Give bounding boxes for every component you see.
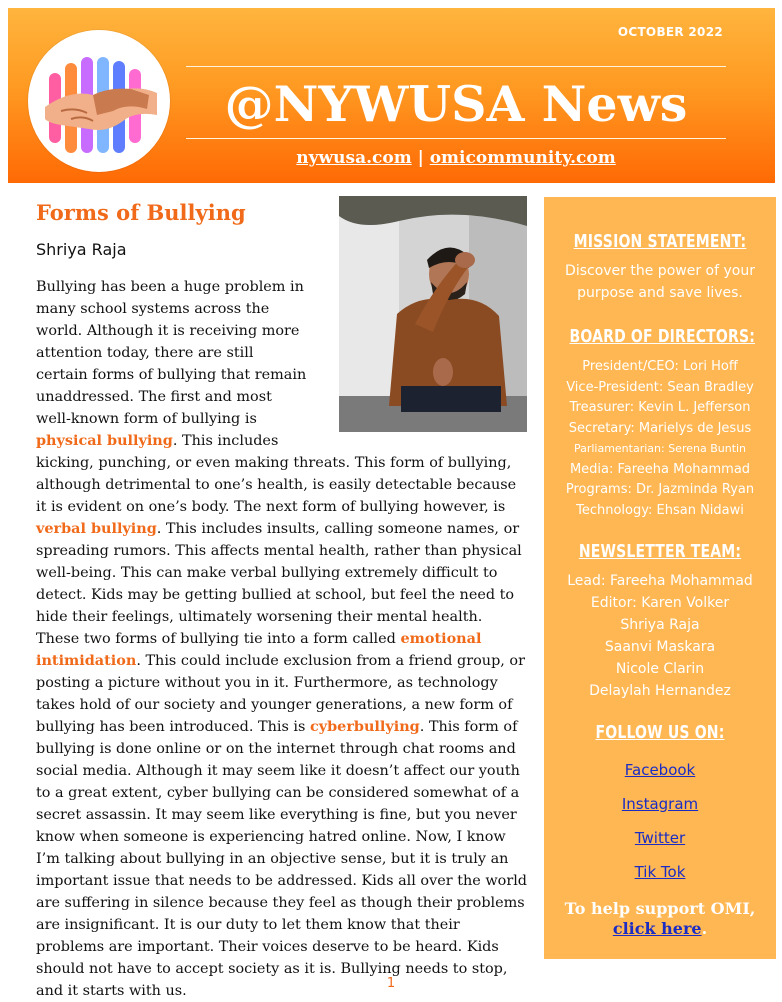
team-member: Nicole Clarin [615,661,705,677]
board-member: Programs: Dr. Jazminda Ryan [565,482,755,497]
article-text-part4: . This could include exclusion from a friend group, or posting a picture without you in it. Furthermore, as technology takes hold of our society and younger generations, a new form of bullying has been introduced. This is [36,653,525,735]
board-member: Vice-President: Sean Bradley [566,379,754,395]
follow-heading: FOLLOW US ON: [595,722,725,743]
article-text-part1: Bullying has been a huge problem in many school systems across the world. Although it is receiving more attention today, there are still certain forms of bullying that remain unaddressed. The first and most well-known form of bullying is [36,279,307,427]
team-member: Editor: Karen Volker [590,595,730,611]
support-end: . [701,919,708,938]
support-click-here-link[interactable]: click here [612,919,702,938]
emotional-intimidation-highlight: emotional intimidation [36,630,482,669]
omi-logo [28,30,170,172]
photo-wrap-spacer [308,276,530,441]
link-separator: | [411,148,430,168]
board-member: Treasurer: Kevin L. Jefferson [569,400,751,415]
article-text-part3: . This includes insults, calling someone names, or spreading rumors. This affects mental health, rather than physical well-being. This can make verbal bullying extremely difficult to detect. Kids may be getting bullied at school, but feel the need to hide their feelings, ultimately worsening their mental health. These two forms of bullying tie into a form called [36,521,522,647]
sidebar [544,197,776,959]
issue-date: OCTOBER 2022 [617,25,723,39]
tiktok-link[interactable]: Tik Tok [634,863,686,881]
support-text: To help support OMI, [564,899,756,918]
article-title: Forms of Bullying [36,200,246,225]
board-member: Secretary: Marielys de Jesus [568,420,752,436]
article-text-part5: . This form of bullying is done online or on the internet through chat rooms and social media. Although it may seem like it doesn’t affect our youth to a great extent, cyber bullying can be considered somewhat of a secret assassin. It may seem like everything is fine, but you never know when someone is experiencing hatred online. Now, I know I’m talking about bullying in an objective sense, but it is truly an important issue that needs to be addressed. Kids all over the world are suffering in silence because they feel as though their problems are insignificant. It is our duty to let them know that their problems are important. Their voices deserve to be heard. Kids should not have to accept society as it is. Bullying needs to stop, and it starts with us. [36,719,528,999]
facebook-link[interactable]: Facebook [624,761,696,779]
omicommunity-link[interactable]: omicommunity.com [429,148,616,168]
instagram-link[interactable]: Instagram [621,795,699,813]
board-member: Parliamentarian: Serena Buntin [573,442,747,455]
team-member: Shriya Raja [620,617,700,633]
team-list [544,570,776,702]
physical-bullying-highlight: physical bullying [36,432,173,449]
cyberbullying-highlight: cyberbullying [309,718,420,735]
handshake-logo-icon [31,33,167,169]
header-rule-top [186,66,726,67]
verbal-bullying-highlight: verbal bullying [36,520,157,537]
article-body [36,276,530,1002]
board-list [544,357,776,521]
header-rule-bottom [186,138,726,139]
support-block [544,899,776,939]
board-member: President/CEO: Lori Hoff [582,359,738,374]
mission-heading: MISSION STATEMENT: [573,231,747,252]
social-links [544,753,776,889]
team-member: Saanvi Maskara [604,639,716,655]
team-heading: NEWSLETTER TEAM: [578,541,742,562]
board-member: Media: Fareeha Mohammad [569,461,751,477]
team-member: Delaylah Hernandez [589,683,731,699]
article-author: Shriya Raja [36,240,127,259]
newsletter-header [8,8,775,183]
newsletter-title: @NYWUSA News [224,75,688,133]
nywusa-link[interactable]: nywusa.com [296,148,412,168]
page-number: 1 [386,976,396,991]
article-text-part2: . This includes kicking, punching, or even making threats. This form of bullying, although detrimental to one’s health, is easily detectable because it is evident on one’s body. The next form of bullying however, is [36,433,517,515]
board-member: Technology: Ehsan Nidawi [576,502,744,518]
twitter-link[interactable]: Twitter [634,829,686,847]
header-links [186,148,726,168]
sidebar-top-spacer [544,197,776,231]
team-member: Lead: Fareeha Mohammad [567,573,753,589]
board-heading: BOARD OF DIRECTORS: [569,326,756,347]
mission-text: Discover the power of your purpose and save lives. [565,263,755,301]
